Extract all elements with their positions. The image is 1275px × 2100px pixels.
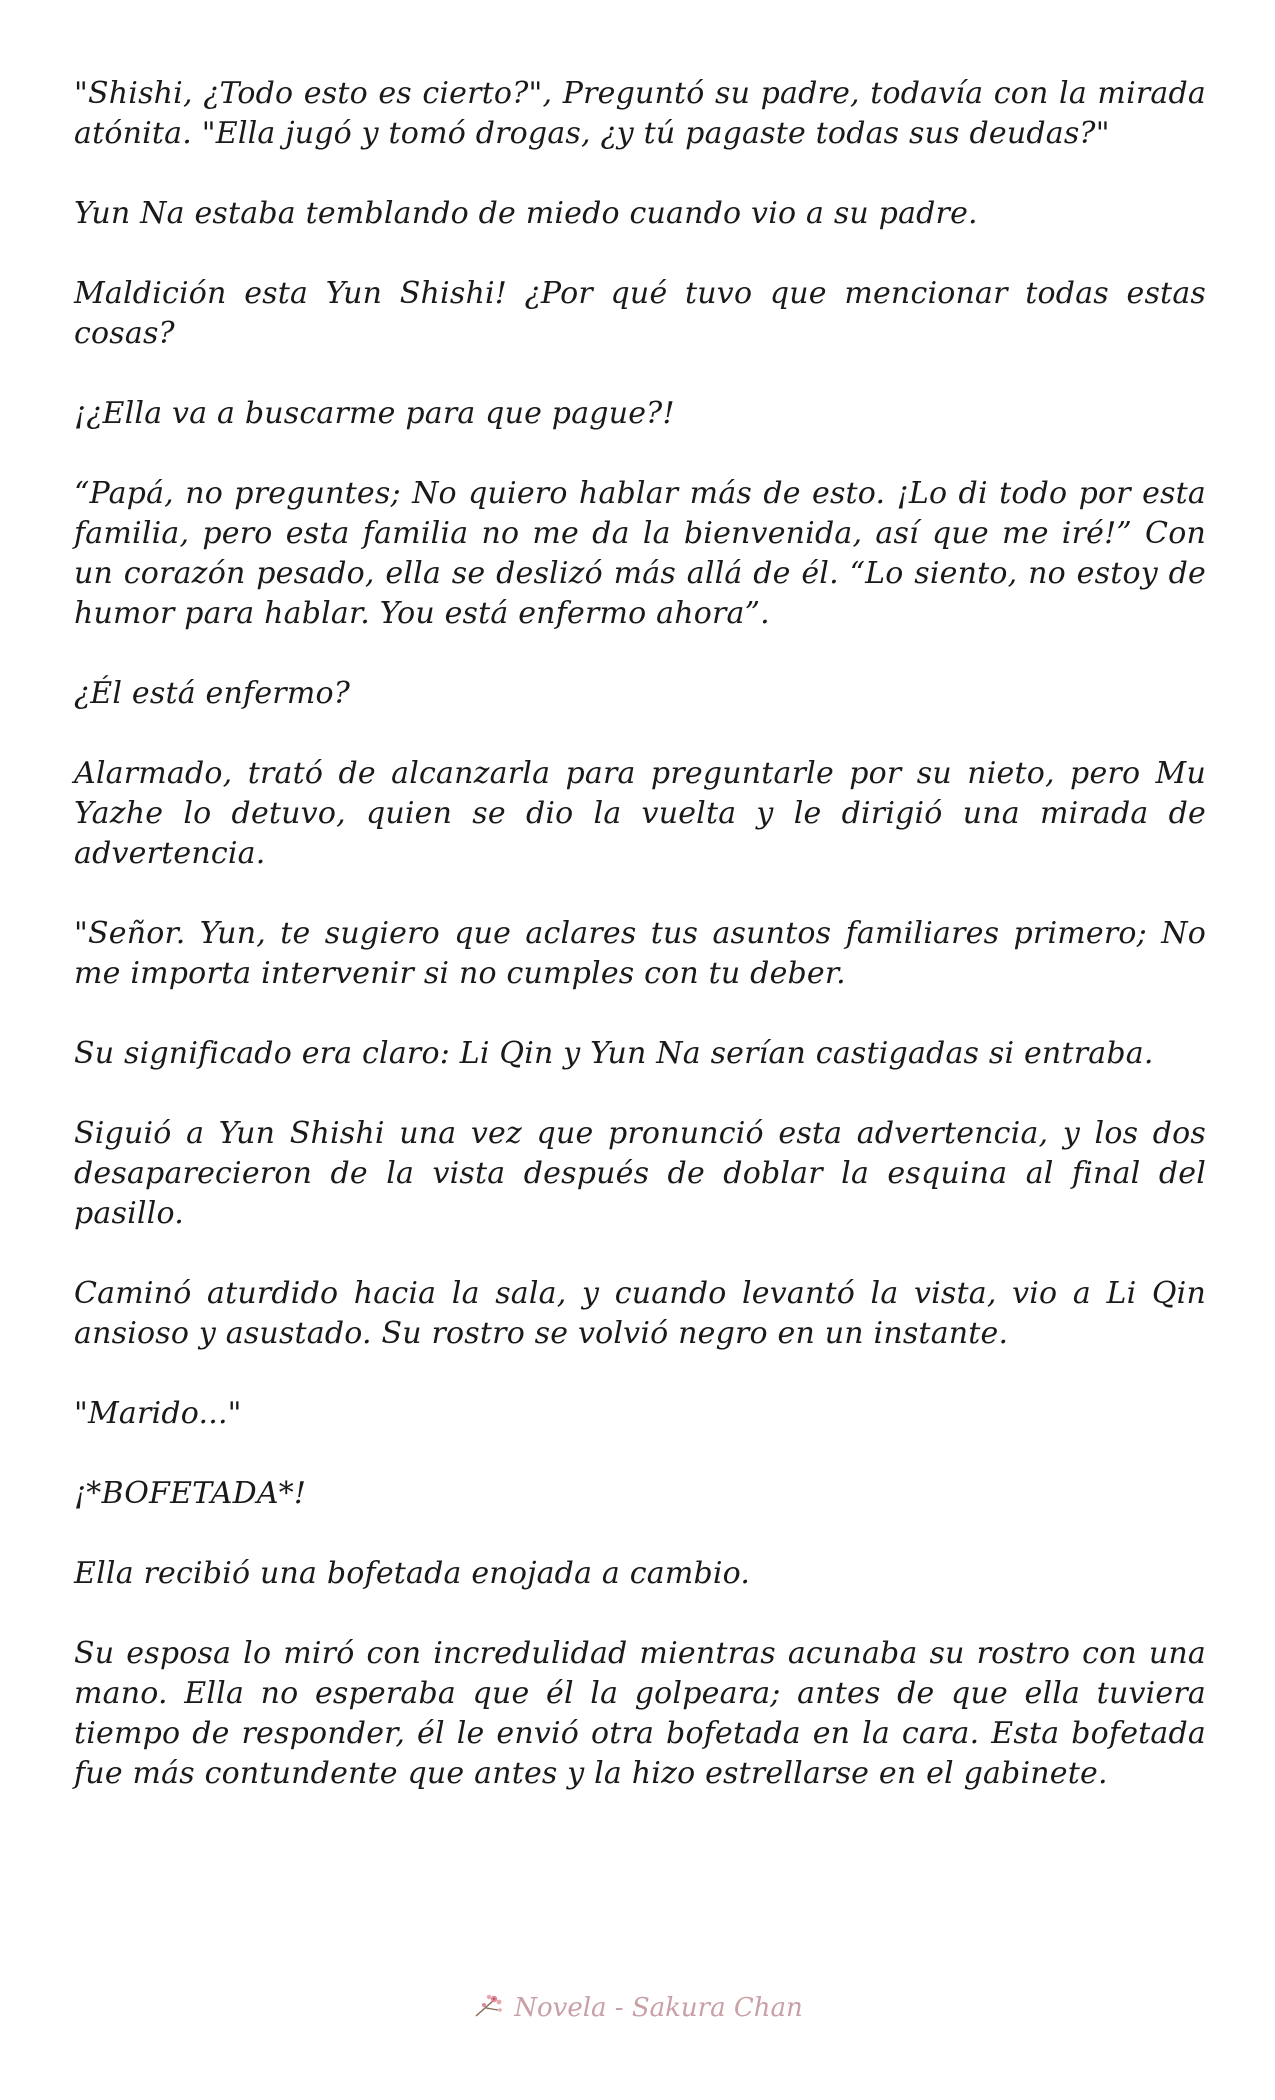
paragraph: "Marido..." (74, 1396, 242, 1431)
paragraph: Siguió a Yun Shishi una vez que pronunció esta advertencia, y los dos desaparecieron de la vista después de doblar la esquina al final del pasillo. (74, 1116, 1206, 1231)
paragraph: Maldición esta Yun Shishi! ¿Por qué tuvo que mencionar todas estas cosas? (74, 276, 1206, 351)
paragraph: Su significado era claro: Li Qin y Yun Na serían castigadas si entraba. (74, 1036, 1154, 1071)
paragraph: Su esposa lo miró con incredulidad mientras acunaba su rostro con una mano. Ella no esperaba que él la golpeara; antes de que ella tuviera tiempo de responder, él le envió otra bofetada en la cara. Esta bofetada fue más contundente que antes y la hizo estrellarse en el gabinete. (74, 1636, 1206, 1791)
paragraph: ¡*BOFETADA*! (74, 1476, 307, 1511)
paragraph: Caminó aturdido hacia la sala, y cuando levantó la vista, vio a Li Qin ansioso y asustado. Su rostro se volvió negro en un instante. (74, 1276, 1206, 1351)
watermark (0, 1990, 1275, 2025)
paragraph: Ella recibió una bofetada enojada a cambio. (74, 1556, 751, 1591)
sakura-flower-icon (472, 1990, 506, 2025)
paragraph: "Señor. Yun, te sugiero que aclares tus asuntos familiares primero; No me importa intervenir si no cumples con tu deber. (74, 916, 1206, 991)
paragraph: Alarmado, trató de alcanzarla para preguntarle por su nieto, pero Mu Yazhe lo detuvo, quien se dio la vuelta y le dirigió una mirada de advertencia. (74, 756, 1206, 871)
paragraph: "Shishi, ¿Todo esto es cierto?", Preguntó su padre, todavía con la mirada atónita. "Ella jugó y tomó drogas, ¿y tú pagaste todas sus deudas?" (74, 76, 1206, 151)
paragraph: “Papá, no preguntes; No quiero hablar más de esto. ¡Lo di todo por esta familia, pero esta familia no me da la bienvenida, así que me iré!” Con un corazón pesado, ella se deslizó más allá de él. “Lo siento, no estoy de humor para hablar. You está enfermo ahora”. (74, 476, 1206, 631)
document-body (74, 74, 1206, 1834)
paragraph: ¡¿Ella va a buscarme para que pague?! (74, 396, 675, 431)
watermark-text: Novela - Sakura Chan (514, 1992, 803, 2023)
paragraph: Yun Na estaba temblando de miedo cuando vio a su padre. (74, 196, 978, 231)
paragraph: ¿Él está enfermo? (74, 676, 351, 711)
